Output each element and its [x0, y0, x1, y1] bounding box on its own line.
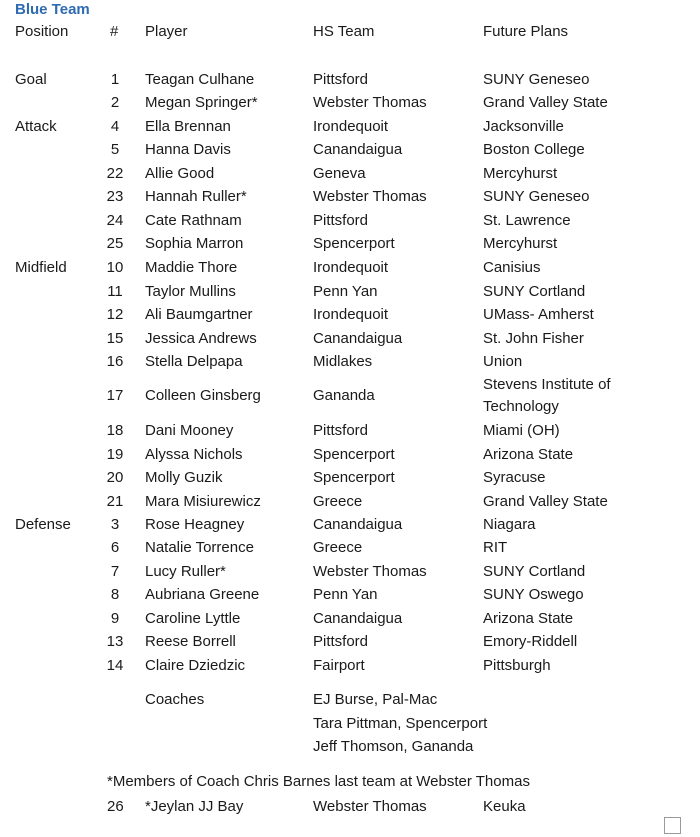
table-row: [0, 537, 700, 559]
player-cell: Rose Heagney: [145, 516, 245, 533]
number-cell: 9: [110, 610, 120, 627]
footnote: *Members of Coach Chris Barnes last team at Webster Thomas: [107, 773, 530, 790]
player-name: *Jeylan JJ Bay: [145, 798, 244, 815]
table-row: [0, 69, 700, 91]
player-cell: Sophia Marron: [145, 235, 244, 252]
hs-team-cell: Spencerport: [313, 235, 395, 252]
coaches-row: [0, 689, 700, 711]
hs-team-cell: Canandaigua: [313, 516, 403, 533]
hs-team-cell: Canandaigua: [313, 610, 403, 627]
number-cell: 13: [106, 633, 124, 650]
coach-name: Jeff Thomson, Gananda: [313, 738, 474, 755]
player-cell: Caroline Lyttle: [145, 610, 241, 627]
future-plans-cell: Jacksonville: [483, 118, 564, 135]
coach-name: Tara Pittman, Spencerport: [313, 715, 488, 732]
table-row: [0, 561, 700, 583]
future-plans-cell: Syracuse: [483, 469, 546, 486]
future-plans-cell: Emory-Riddell: [483, 633, 578, 650]
header-player: Player: [145, 23, 188, 40]
player-number: 26: [107, 798, 124, 815]
table-row: [0, 210, 700, 232]
future-plans-cell: Arizona State: [483, 446, 574, 463]
hs-team-cell: Webster Thomas: [313, 188, 427, 205]
number-cell: 11: [107, 283, 123, 300]
table-row: [0, 257, 700, 279]
player-cell: Molly Guzik: [145, 469, 223, 486]
number-cell: 3: [110, 516, 120, 533]
team-title: Blue Team: [15, 1, 90, 18]
hs-team-cell: Penn Yan: [313, 283, 378, 300]
position-cell: Defense: [15, 516, 71, 533]
hs-team-cell: Greece: [313, 539, 363, 556]
hs-team-cell: Pittsford: [313, 422, 369, 439]
header-number: #: [110, 23, 119, 40]
number-cell: 4: [110, 118, 120, 135]
number-cell: 21: [106, 493, 124, 510]
player-cell: Lucy Ruller*: [145, 563, 226, 580]
future-plans-cell: Arizona State: [483, 610, 574, 627]
number-cell: 10: [106, 259, 124, 276]
table-row: [0, 233, 700, 255]
number-cell: 2: [110, 94, 120, 111]
future-plans-cell: Miami (OH): [483, 422, 560, 439]
hs-team-cell: Greece: [313, 493, 363, 510]
hs-team-cell: Pittsford: [313, 71, 369, 88]
header-row: [0, 21, 700, 43]
player-cell: Natalie Torrence: [145, 539, 254, 556]
number-cell: 14: [106, 657, 124, 674]
coaches-row: [0, 736, 700, 758]
coaches-label: Coaches: [145, 691, 205, 708]
header-hs-team: HS Team: [313, 23, 375, 40]
future-plans-cell: Mercyhurst: [483, 235, 558, 252]
future-plans-cell: Grand Valley State: [483, 94, 608, 111]
table-row: [0, 376, 700, 415]
number-cell: 15: [106, 330, 124, 347]
future-plans-cell: Canisius: [483, 259, 541, 276]
future-plans-cell: Union: [483, 353, 523, 370]
number-cell: 6: [110, 539, 120, 556]
player-cell: Aubriana Greene: [145, 586, 260, 603]
hs-team-cell: Spencerport: [313, 469, 395, 486]
extra-player-row: [0, 796, 700, 818]
player-cell: Mara Misiurewicz: [145, 493, 261, 510]
header-position: Position: [15, 23, 69, 40]
hs-team-cell: Gananda: [313, 387, 375, 404]
table-row: [0, 163, 700, 185]
number-cell: 8: [110, 586, 120, 603]
table-row: [0, 304, 700, 326]
table-row: [0, 655, 700, 677]
table-row: [0, 328, 700, 350]
player-cell: Teagan Culhane: [145, 71, 255, 88]
coach-name: EJ Burse, Pal-Mac: [313, 691, 438, 708]
future-plans-cell: Niagara: [483, 516, 536, 533]
hs-team-cell: Geneva: [313, 165, 366, 182]
future-plans-cell: St. John Fisher: [483, 330, 584, 347]
table-row: [0, 281, 700, 303]
position-cell: Attack: [15, 118, 57, 135]
hs-team-cell: Pittsford: [313, 212, 369, 229]
hs-team: Webster Thomas: [313, 798, 427, 815]
player-cell: Alyssa Nichols: [145, 446, 243, 463]
number-cell: 23: [106, 188, 124, 205]
header-future-plans: Future Plans: [483, 23, 569, 40]
hs-team-cell: Spencerport: [313, 446, 395, 463]
future-plans-cell: SUNY Geneseo: [483, 71, 590, 88]
number-cell: 16: [106, 353, 124, 370]
future-plans-cell: Pittsburgh: [483, 657, 551, 674]
table-row: [0, 444, 700, 466]
player-cell: Ella Brennan: [145, 118, 231, 135]
number-cell: 24: [106, 212, 124, 229]
player-cell: Hannah Ruller*: [145, 188, 247, 205]
number-cell: 7: [110, 563, 120, 580]
number-cell: 18: [106, 422, 124, 439]
future-plans-cell: Mercyhurst: [483, 165, 558, 182]
future-plans-cell: RIT: [483, 539, 508, 556]
number-cell: 5: [110, 141, 120, 158]
number-cell: 19: [106, 446, 124, 463]
table-row: [0, 420, 700, 442]
hs-team-cell: Irondequoit: [313, 306, 389, 323]
table-row: [0, 139, 700, 161]
hs-team-cell: Pittsford: [313, 633, 369, 650]
player-cell: Taylor Mullins: [145, 283, 236, 300]
hs-team-cell: Webster Thomas: [313, 563, 427, 580]
number-cell: 17: [106, 387, 124, 404]
number-cell: 1: [110, 71, 120, 88]
hs-team-cell: Canandaigua: [313, 330, 403, 347]
player-cell: Megan Springer*: [145, 94, 258, 111]
table-row: [0, 514, 700, 536]
player-cell: Reese Borrell: [145, 633, 236, 650]
future-plans: Keuka: [483, 798, 526, 815]
player-cell: Jessica Andrews: [145, 330, 257, 347]
player-cell: Maddie Thore: [145, 259, 238, 276]
table-row: [0, 631, 700, 653]
player-cell: Ali Baumgartner: [145, 306, 253, 323]
future-plans-cell: Boston College: [483, 141, 585, 158]
future-plans-cell: SUNY Geneseo: [483, 188, 590, 205]
hs-team-cell: Irondequoit: [313, 259, 389, 276]
table-row: [0, 186, 700, 208]
table-row: [0, 584, 700, 606]
table-row: [0, 92, 700, 114]
hs-team-cell: Penn Yan: [313, 586, 378, 603]
table-row: [0, 467, 700, 489]
number-cell: 20: [106, 469, 124, 486]
player-cell: Allie Good: [145, 165, 215, 182]
player-cell: Cate Rathnam: [145, 212, 242, 229]
hs-team-cell: Webster Thomas: [313, 94, 427, 111]
table-row: [0, 116, 700, 138]
table-row: [0, 491, 700, 513]
future-plans-cell: SUNY Cortland: [483, 283, 586, 300]
future-plans-cell: St. Lawrence: [483, 212, 571, 229]
layout-options-checkbox[interactable]: [664, 817, 681, 834]
hs-team-cell: Midlakes: [313, 353, 373, 370]
future-plans-cell: UMass- Amherst: [483, 306, 594, 323]
table-row: [0, 608, 700, 630]
player-cell: Stella Delpapa: [145, 353, 243, 370]
position-cell: Midfield: [15, 259, 67, 276]
hs-team-cell: Irondequoit: [313, 118, 389, 135]
hs-team-cell: Fairport: [313, 657, 365, 674]
future-plans-cell: SUNY Cortland: [483, 563, 586, 580]
coaches-row: [0, 713, 700, 735]
position-cell: Goal: [15, 71, 47, 88]
number-cell: 25: [106, 235, 124, 252]
future-plans-cell: Grand Valley State: [483, 493, 608, 510]
future-plans-cell: SUNY Oswego: [483, 586, 584, 603]
number-cell: 12: [106, 306, 124, 323]
player-cell: Hanna Davis: [145, 141, 231, 158]
table-row: [0, 351, 700, 373]
hs-team-cell: Canandaigua: [313, 141, 403, 158]
player-cell: Claire Dziedzic: [145, 657, 246, 674]
number-cell: 22: [106, 165, 124, 182]
future-plans-cell: Stevens Institute of Technology: [483, 376, 611, 415]
player-cell: Dani Mooney: [145, 422, 234, 439]
player-cell: Colleen Ginsberg: [145, 387, 261, 404]
footnote-row: [0, 771, 700, 793]
